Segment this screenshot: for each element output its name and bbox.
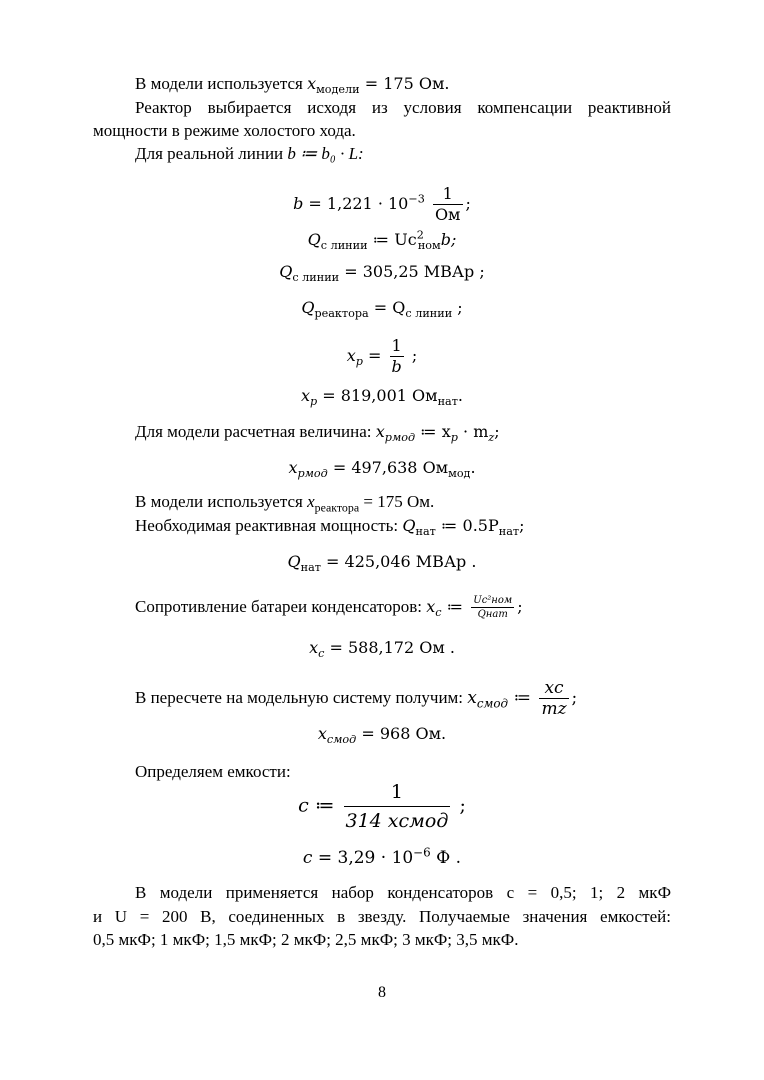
equation-xcmod: $x_{cмод} = 968$ Ом. (317, 724, 447, 747)
equation-c: c ≔ $\frac{1}{\text{314 xcмод}}$ ; (0, 778, 764, 835)
math-var: x (307, 74, 317, 93)
text-line: В модели используется $x_{реактора} = 175$ Ом. (135, 492, 435, 515)
text: Для реальной линии (135, 144, 284, 163)
text-line: Необходимая реактивная мощность: $Q_{нат}$ ≔ $0.5P_{нат}$; (135, 516, 525, 539)
text-line: Сопротивление батареи конденсаторов: $x_c$ ≔ $\frac{\text{Uc²ном}}{\text{Qнат}}$ ; (135, 595, 523, 620)
equation-xc: $x_c = 588,172$ Ом . (309, 638, 455, 661)
text: В модели используется (135, 74, 303, 93)
paragraph-line: мощности в режиме холостого хода. (93, 121, 356, 140)
text-line: Для модели расчетная величина: $x_{pмод}$ ≔ $x_p \cdot m_z$; (135, 422, 500, 445)
text-line: Определяем емкости: (135, 762, 291, 781)
equation-q-value: $Q_{с линии} = 305,25$ МВАр ; (279, 262, 485, 285)
equation-q-line: $Q_{с линии}$ ≔ $Uc^2_{ном}b$; (307, 228, 457, 253)
text-line (93, 72, 671, 96)
fraction: $\frac{1}{Ом}$ (434, 184, 461, 224)
exponent: −3 (408, 192, 425, 206)
math-inline: b ≔ b₀ · L: (287, 144, 364, 163)
equation-q-reactor: $Q_{реактора} = Q_{с линии}$ ; (301, 298, 463, 321)
paragraph-line: 0,5 мкФ; 1 мкФ; 1,5 мкФ; 2 мкФ; 2,5 мкФ; 3 мкФ; 3,5 мкФ. (93, 930, 519, 949)
equation-qnat: $Q_{нат} = 425,046$ МВАр . (287, 552, 477, 575)
text-line (93, 142, 671, 166)
fraction: $\frac{1}{b}$ (391, 336, 402, 376)
equation-c-value: $c = 3,29 \cdot 10^{-6}$ Ф . (302, 845, 462, 868)
equation-xp: $x_p$ = $\frac{1}{b}$ ; (346, 336, 418, 376)
math-sub: модели (316, 83, 360, 97)
paragraph-line: В модели применяется набор конденсаторов c = 0,5; 1; 2 мкФ (135, 883, 671, 902)
text-line: В пересчете на модельную систему получим: $x_{cмод}$ ≔ $\frac{xc}{mz}$ ; (135, 678, 578, 719)
paragraph-line: Реактор выбирается исходя из условия компенсации реактивной (135, 98, 671, 117)
page-number: 8 (378, 984, 386, 1001)
math-text: = 175 Ом. (359, 74, 450, 93)
paragraph-line: и U = 200 В, соединенных в звезду. Получаемые значения емкостей: (93, 907, 671, 926)
equation-xpmod: $x_{pмод} = 497,638$ $Ом_{мод}$. (288, 458, 476, 481)
equation-xp-value: $x_p = 819,001$ $Ом_{нат}$. (300, 386, 463, 409)
equation-b: $b = 1,221 \cdot 10^{-3}$ $\frac{1}{Ом}$ ; (293, 184, 471, 224)
